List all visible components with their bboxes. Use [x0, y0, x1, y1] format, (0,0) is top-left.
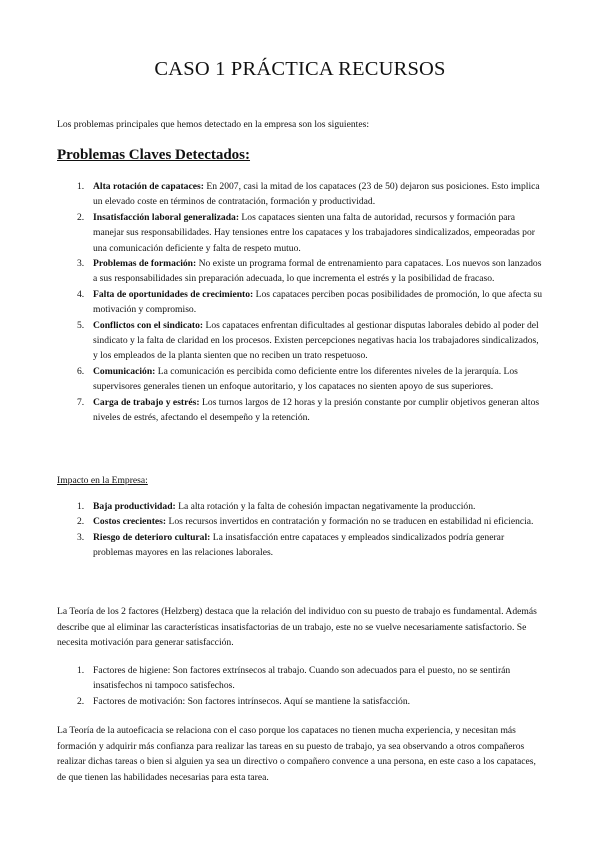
list-item: 1. Baja productividad: La alta rotación y la falta de cohesión impactan negativamente la producción. [77, 501, 476, 512]
factors-list [57, 663, 545, 709]
list-item: 1. Alta rotación de capataces: En 2007, casi la mitad de los capataces (23 de 50) dejaron sus posiciones. Esto implica un elevado coste en términos de contratación, formación y productividad. [77, 181, 540, 208]
problems-list [57, 179, 545, 426]
list-item: 1. Factores de higiene: Son factores extrínsecos al trabajo. Cuando son adecuados para el puesto, no se sentirán insatisfechos ni tampoco satisfechos. [77, 665, 511, 692]
page-title: CASO 1 PRÁCTICA RECURSOS [154, 58, 446, 80]
impact-heading: Impacto en la Empresa: [57, 475, 148, 486]
herzberg-paragraph: La Teoría de los 2 factores (Helzberg) destaca que la relación del individuo con su puesto de trabajo es fundamental. Además describe que al eliminar las características insatisfactorias de un trabajo, este no se vuelve necesariamente satisfactorio. Se necesita motivación para generar satisfacción. [57, 606, 537, 649]
list-item: 2. Factores de motivación: Son factores intrínsecos. Aquí se mantiene la satisfacción. [77, 695, 411, 707]
list-item: 7. Carga de trabajo y estrés: Los turnos largos de 12 horas y la presión constante por cumplir objetivos generan altos niveles de estrés, afectando el desempeño y la retención. [77, 396, 540, 424]
list-item: 4. Falta de oportunidades de crecimiento: Los capataces perciben pocas posibilidades de promoción, lo que afecta su motivación y compromiso. [77, 288, 543, 316]
autoefficacy-paragraph: La Teoría de la autoeficacia se relaciona con el caso porque los capataces no tienen mucha experiencia, y necesitan más formación y adquirir más confianza para realizar las tareas en su puesto de trabajo, ya sea observando a otros compañeros realizar dichas tareas o bien si alguien ya sea un directivo o compañero convence a una persona, en este caso a los capataces, de que tienen las habilidades necesarias para esta tarea. [57, 725, 536, 783]
list-item: 5. Conflictos con el sindicato: Los capataces enfrentan dificultades al gestionar disputas laborales debido al poder del sindicato y la falta de claridad en los procesos. Existen percepciones negativas hacia los trabajadores sindicalizados, y los empleados de la planta sienten que no reciben un trato respetuoso. [77, 319, 539, 362]
list-item: 3. Problemas de formación: No existe un programa formal de entrenamiento para capataces. Los nuevos son lanzados a sus responsabilidades sin preparación adecuada, lo que incrementa el estrés y la posibilidad de fracaso. [77, 258, 542, 285]
list-item: 3. Riesgo de deterioro cultural: La insatisfacción entre capataces y empleados sindicalizados podría generar problemas mayores en las relaciones laborales. [77, 531, 505, 559]
intro-paragraph: Los problemas principales que hemos detectado en la empresa son los siguientes: [57, 119, 369, 130]
list-item: 2. Insatisfacción laboral generalizada: Los capataces sienten una falta de autoridad, recursos y formación para manejar sus responsabilidades. Hay tensiones entre los capataces y los trabajadores sindicalizados, empeoradas por una comunicación deficiente y falta de respeto mutuo. [77, 211, 535, 254]
problems-heading: Problemas Claves Detectados: [57, 147, 251, 163]
impact-list [57, 499, 545, 561]
list-item: 2. Costos crecientes: Los recursos invertidos en contratación y formación no se traducen en estabilidad ni eficiencia. [77, 516, 534, 528]
list-item: 6. Comunicación: La comunicación es percibida como deficiente entre los diferentes niveles de la jerarquía. Los supervisores generales tienen un enfoque autoritario, y los capataces no sienten apoyo de sus superiores. [77, 365, 518, 393]
